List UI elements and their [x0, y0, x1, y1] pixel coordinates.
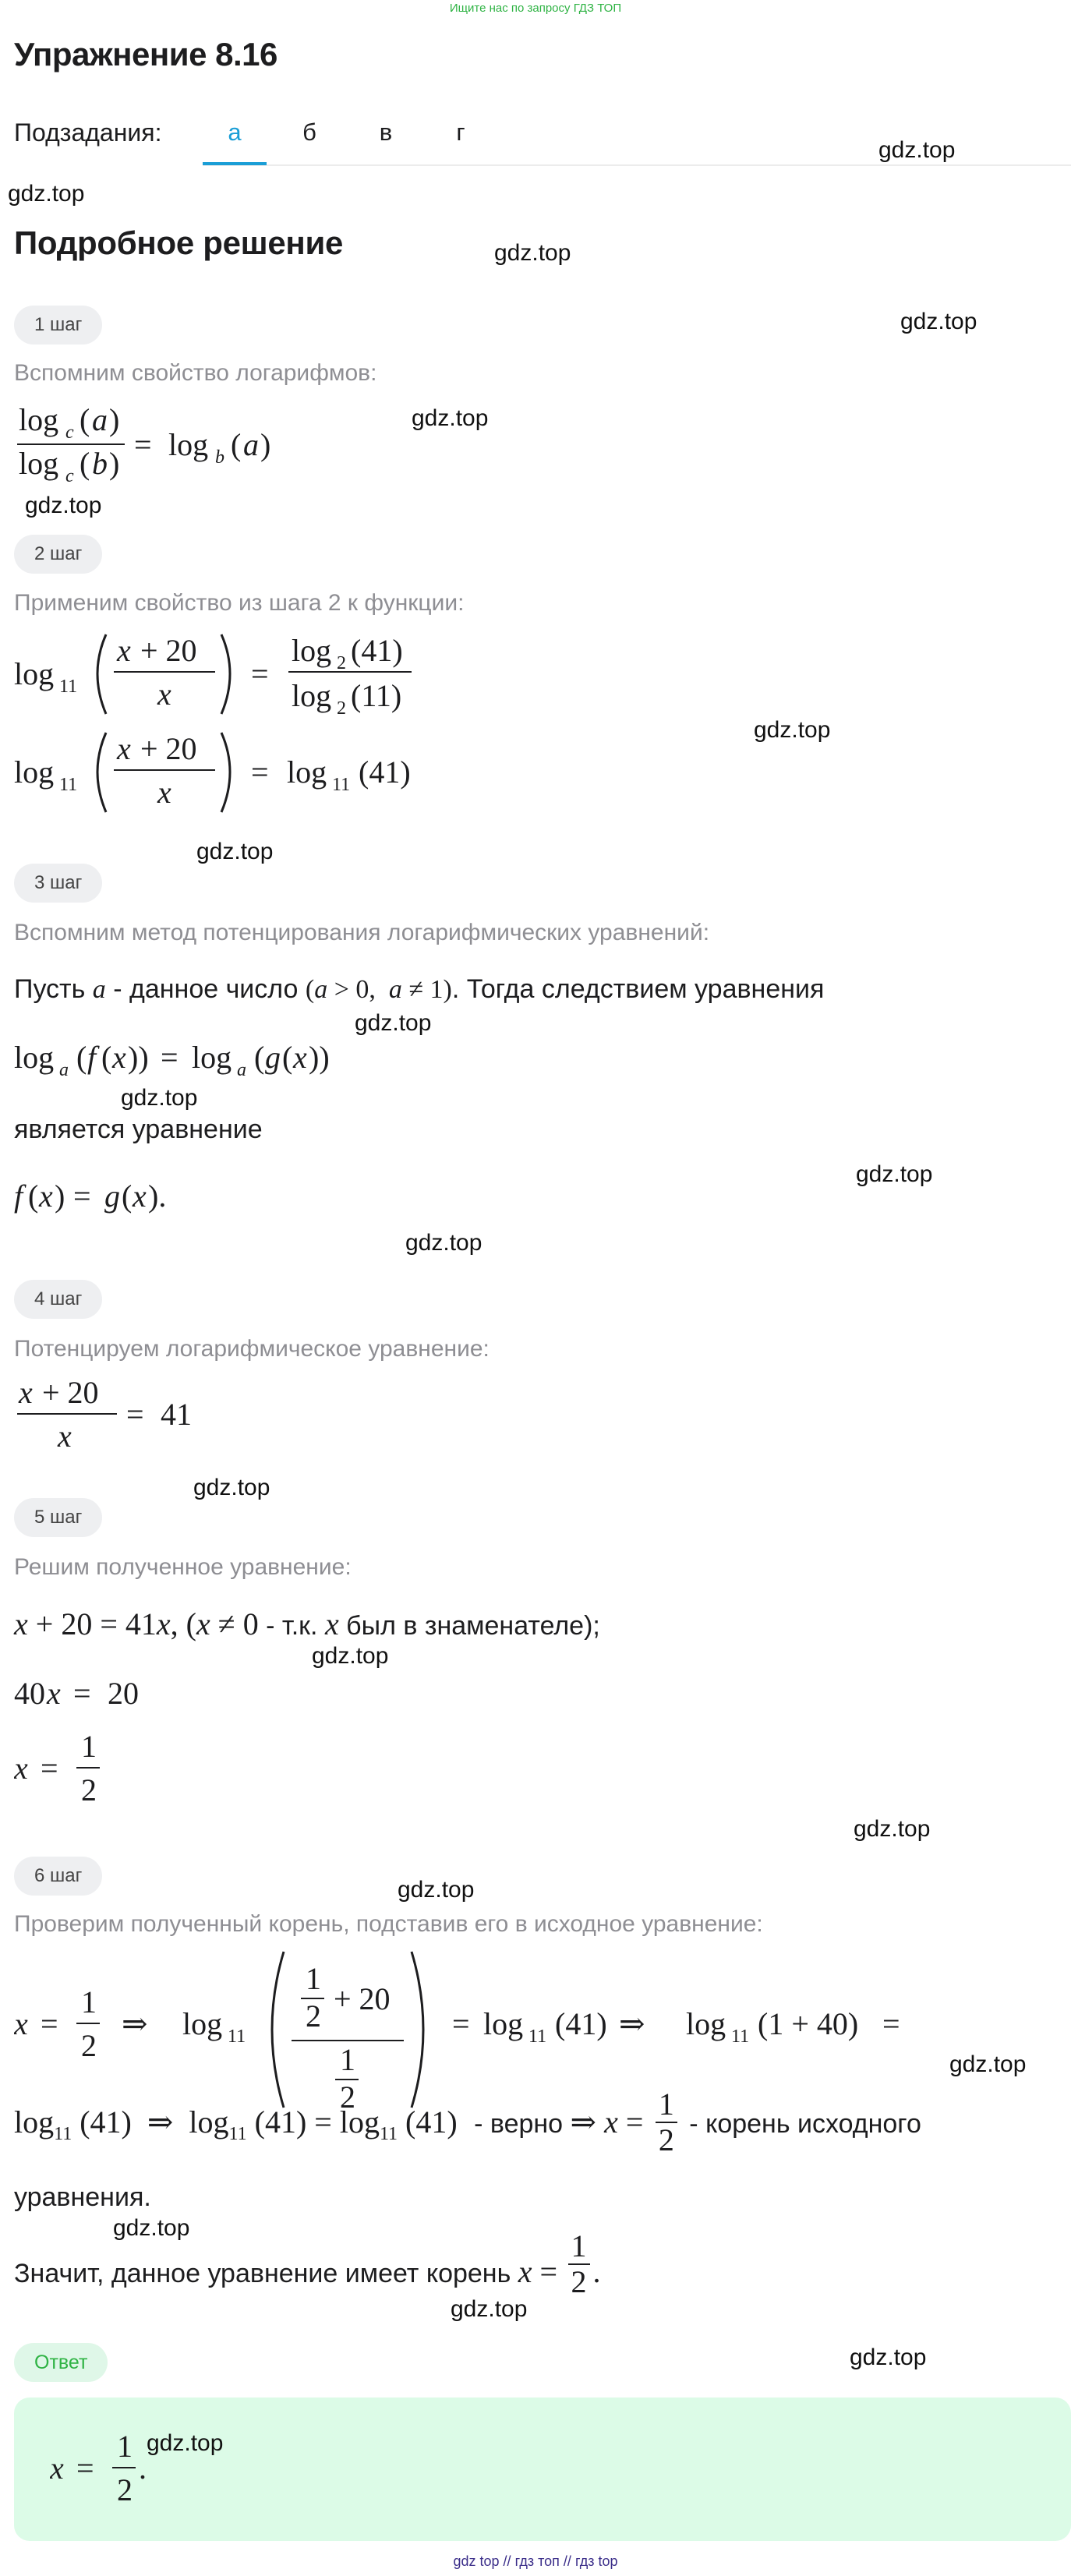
- svg-text:(: (: [254, 1040, 265, 1075]
- step-5-text: Решим полученное уравнение:: [14, 1554, 352, 1580]
- svg-text:)): )): [309, 1040, 330, 1075]
- svg-text:11: 11: [59, 677, 78, 697]
- svg-text:f: f: [87, 1040, 97, 1075]
- top-search-hint: Ищите нас по запросу ГДЗ ТОП: [449, 2, 622, 15]
- watermark: gdz.top: [312, 1643, 389, 1669]
- section-title: Подробное решение: [14, 224, 344, 261]
- watermark: gdz.top: [398, 1877, 475, 1903]
- svg-text:c: c: [65, 422, 74, 443]
- svg-text:+ 20: + 20: [334, 1981, 391, 2016]
- svg-text:(: (: [101, 1040, 112, 1075]
- svg-text:): ): [109, 402, 120, 437]
- svg-text:(: (: [122, 1178, 133, 1214]
- footer-link[interactable]: gdz top: [453, 2553, 500, 2569]
- tab-subtask-a[interactable]: а: [228, 118, 242, 146]
- svg-text:11: 11: [59, 775, 78, 795]
- step-2-text: Применим свойство из шага 2 к функции:: [14, 590, 465, 616]
- step-badge-4: 4 шаг: [14, 1280, 102, 1319]
- svg-text:(: (: [282, 1040, 293, 1075]
- svg-text:41: 41: [161, 1397, 192, 1432]
- watermark: gdz.top: [878, 137, 956, 163]
- footer-link[interactable]: гдз топ: [514, 2553, 560, 2569]
- footer-separator: //: [503, 2553, 511, 2569]
- svg-text:=: =: [126, 1397, 144, 1432]
- text-true: - верно: [474, 2108, 564, 2139]
- watermark: gdz.top: [900, 309, 977, 334]
- watermark: gdz.top: [451, 2296, 528, 2322]
- svg-text:x: x: [14, 1751, 28, 1786]
- svg-text:11: 11: [228, 2027, 246, 2047]
- svg-text:=: =: [73, 1178, 91, 1214]
- math-fraction-half: $\frac{1}{2}$: [568, 2229, 590, 2299]
- svg-text:x: x: [133, 1178, 147, 1214]
- watermark: gdz.top: [121, 1085, 198, 1111]
- svg-text:=: =: [251, 656, 269, 691]
- svg-text:log: log: [14, 656, 55, 691]
- svg-text:).: ).: [148, 1178, 167, 1214]
- svg-text:=: =: [134, 427, 152, 462]
- svg-text:a: a: [59, 1060, 69, 1080]
- svg-text:=: =: [452, 2006, 470, 2041]
- svg-text:c: c: [65, 466, 74, 486]
- check-line2: [14, 2087, 921, 2175]
- tab-subtask-b[interactable]: б: [302, 118, 316, 146]
- text-note-tail: был в знаменателе);: [346, 1611, 600, 1641]
- formula-step2-line1: [14, 624, 451, 725]
- svg-text:(: (: [80, 446, 90, 481]
- svg-text:2: 2: [306, 1998, 321, 2034]
- svg-text:b: b: [215, 447, 224, 468]
- step-6-text: Проверим полученный корень, подставив его в исходное уравнение:: [14, 1911, 763, 1937]
- svg-text:log: log: [182, 2006, 223, 2041]
- svg-text:b: b: [92, 446, 108, 481]
- math-implies-x: ⇒ x =: [570, 2104, 644, 2140]
- footer-link[interactable]: гдз top: [574, 2553, 618, 2569]
- watermark: gdz.top: [113, 2215, 190, 2241]
- text-consequence: . Тогда следствием уравнения: [451, 974, 825, 1004]
- svg-text:⇒: ⇒: [122, 2006, 148, 2041]
- watermark: gdz.top: [8, 181, 85, 207]
- conclusion-line: [14, 2229, 601, 2307]
- svg-text:1: 1: [81, 1984, 97, 2019]
- svg-text:x: x: [39, 1178, 53, 1214]
- formula-40x-20: [14, 1670, 248, 1724]
- step-4-text: Потенцируем логарифмическое уравнение:: [14, 1336, 490, 1362]
- watermark: gdz.top: [412, 405, 489, 431]
- page-title: Упражнение 8.16: [14, 36, 277, 72]
- svg-text:=: =: [76, 2451, 94, 2486]
- svg-text:11: 11: [731, 2027, 750, 2047]
- svg-text:11: 11: [528, 2027, 547, 2047]
- step-badge-2: 2 шаг: [14, 535, 102, 574]
- watermark: gdz.top: [854, 1816, 931, 1842]
- svg-text:2: 2: [340, 2080, 355, 2115]
- svg-text:(11): (11): [351, 678, 402, 713]
- svg-text:log: log: [483, 2006, 524, 2041]
- svg-text:x: x: [112, 1040, 126, 1075]
- tab-subtask-g[interactable]: г: [456, 118, 465, 146]
- watermark: gdz.top: [355, 1010, 432, 1036]
- step-badge-1: 1 шаг: [14, 306, 102, 345]
- svg-text:=: =: [41, 2006, 58, 2041]
- watermark: gdz.top: [25, 493, 102, 518]
- watermark: gdz.top: [196, 839, 274, 864]
- svg-text:x: x: [14, 2006, 28, 2041]
- text-is-equation: является уравнение: [14, 1115, 263, 1144]
- svg-text:x: x: [157, 677, 171, 712]
- svg-text:log: log: [292, 633, 332, 668]
- text-note: - т.к.: [266, 1611, 318, 1641]
- math-x: x: [324, 1606, 339, 1641]
- formula-check-line1: [14, 1944, 949, 2115]
- svg-text:=: =: [251, 754, 269, 790]
- svg-text:1: 1: [306, 1961, 321, 1996]
- watermark: gdz.top: [147, 2430, 224, 2456]
- svg-text:x: x: [47, 1676, 61, 1711]
- step-3-paragraph: [14, 974, 824, 1005]
- svg-text:): ): [109, 446, 120, 481]
- watermark: gdz.top: [405, 1230, 482, 1256]
- svg-text:x: x: [117, 633, 131, 668]
- svg-text:(: (: [28, 1178, 39, 1214]
- svg-text:log: log: [168, 427, 209, 462]
- svg-text:log: log: [14, 1040, 55, 1075]
- svg-text:2: 2: [337, 653, 346, 673]
- footer-separator: //: [563, 2553, 571, 2569]
- svg-text:1: 1: [340, 2042, 355, 2077]
- math-fraction-half: $\frac{1}{2}$: [656, 2087, 677, 2157]
- watermark: gdz.top: [754, 717, 831, 743]
- svg-text:log: log: [292, 678, 332, 713]
- formula-log-equation: [14, 1034, 404, 1088]
- svg-text:2: 2: [117, 2472, 133, 2507]
- svg-text:g: g: [265, 1040, 281, 1075]
- formula-step2-line2: [14, 723, 451, 825]
- math-check: $\log_{11} (41)$ ⇒ $\log_{11} (41) = \log_{11} (41)$: [14, 2104, 458, 2144]
- svg-text:2: 2: [81, 2028, 97, 2063]
- svg-text:)): )): [128, 1040, 149, 1075]
- svg-text:x: x: [50, 2451, 64, 2486]
- watermark: gdz.top: [494, 240, 571, 266]
- svg-text:a: a: [92, 402, 108, 437]
- subtasks-label: Подзадания:: [14, 118, 162, 147]
- svg-text:.: .: [139, 2451, 147, 2486]
- answer-badge: Ответ: [14, 2343, 108, 2382]
- svg-text:(: (: [231, 427, 242, 462]
- svg-text:(41): (41): [351, 633, 403, 668]
- svg-text:+ 20: + 20: [42, 1375, 99, 1410]
- svg-text:=: =: [161, 1040, 178, 1075]
- tabs-divider: [203, 164, 1071, 166]
- svg-text:=: =: [73, 1676, 91, 1711]
- svg-text:1: 1: [81, 1729, 97, 1764]
- watermark: gdz.top: [949, 2051, 1027, 2077]
- math-period: .: [592, 2253, 601, 2289]
- svg-text:=: =: [41, 1751, 58, 1786]
- formula-x-half: [14, 1723, 170, 1816]
- svg-text:g: g: [104, 1178, 120, 1214]
- step-1-text: Вспомним свойство логарифмов:: [14, 360, 377, 386]
- tab-subtask-v[interactable]: в: [379, 118, 393, 146]
- svg-text:log: log: [287, 754, 327, 790]
- math-x-equals: x =: [518, 2253, 558, 2289]
- watermark: gdz.top: [856, 1161, 933, 1187]
- watermark: gdz.top: [193, 1475, 270, 1500]
- svg-text:+ 20: + 20: [140, 633, 197, 668]
- svg-text:x: x: [117, 731, 131, 766]
- math-a: a: [92, 975, 106, 1004]
- formula-log-property: [14, 398, 295, 491]
- svg-text:1: 1: [117, 2429, 133, 2464]
- svg-text:x: x: [157, 775, 171, 810]
- step-3-text: Вспомним метод потенцирования логарифмических уравнений:: [14, 920, 710, 945]
- svg-text:log: log: [14, 754, 55, 790]
- formula-potentiated: [14, 1369, 248, 1462]
- svg-text:(: (: [76, 1040, 87, 1075]
- text-conclusion: Значит, данное уравнение имеет корень: [14, 2258, 511, 2288]
- svg-text:f: f: [14, 1178, 23, 1214]
- watermark: gdz.top: [850, 2345, 927, 2370]
- svg-text:log: log: [686, 2006, 726, 2041]
- svg-text:x: x: [293, 1040, 307, 1075]
- svg-text:log: log: [19, 402, 59, 437]
- text-root: - корень исходного: [689, 2108, 921, 2139]
- svg-text:a: a: [237, 1060, 246, 1080]
- text-given-number: - данное число: [113, 974, 299, 1004]
- svg-text:2: 2: [337, 698, 346, 719]
- svg-text:): ): [260, 427, 271, 462]
- svg-text:11: 11: [332, 775, 351, 795]
- svg-text:=: =: [882, 2006, 900, 2041]
- math-condition: (a > 0, a ≠ 1): [305, 975, 452, 1004]
- svg-text:⇒: ⇒: [619, 2006, 645, 2041]
- svg-text:20: 20: [108, 1676, 139, 1711]
- svg-text:(41): (41): [555, 2006, 607, 2041]
- step-badge-3: 3 шаг: [14, 864, 102, 903]
- svg-text:(1 + 40): (1 + 40): [758, 2006, 859, 2041]
- svg-text:log: log: [19, 446, 59, 481]
- svg-text:2: 2: [81, 1772, 97, 1807]
- svg-text:x: x: [19, 1375, 33, 1410]
- svg-text:x: x: [58, 1419, 72, 1454]
- svg-text:(41): (41): [359, 754, 411, 790]
- svg-text:+ 20: + 20: [140, 731, 197, 766]
- svg-text:40: 40: [14, 1676, 45, 1711]
- text-equation: уравнения.: [14, 2182, 151, 2212]
- step-badge-6: 6 шаг: [14, 1857, 102, 1896]
- svg-text:log: log: [192, 1040, 232, 1075]
- svg-text:): ): [55, 1178, 65, 1214]
- active-tab-indicator: [203, 162, 267, 165]
- step-badge-5: 5 шаг: [14, 1498, 102, 1537]
- footer-links: [0, 2553, 1071, 2570]
- text-let: Пусть: [14, 974, 86, 1004]
- svg-text:a: a: [243, 427, 259, 462]
- step-5-equation: [14, 1606, 600, 1642]
- svg-text:(: (: [80, 402, 90, 437]
- math-equation: x + 20 = 41x, (x ≠ 0: [14, 1606, 259, 1641]
- formula-f-equals-g: [14, 1172, 248, 1227]
